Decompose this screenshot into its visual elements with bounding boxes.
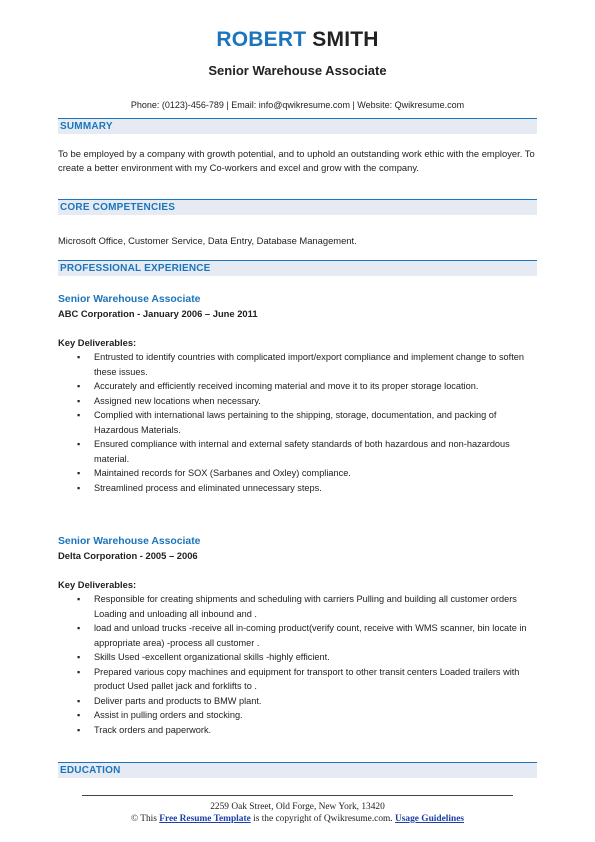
- job-role: Senior Warehouse Associate: [58, 536, 201, 547]
- job-bullets: [58, 592, 537, 737]
- section-experience-header: [58, 260, 537, 276]
- list-item: ▪ Assist in pulling orders and stocking.: [58, 708, 537, 723]
- bullet-icon: ▪: [77, 439, 81, 449]
- candidate-name: [0, 27, 595, 53]
- list-item: ▪ Entrusted to identify countries with complicated import/export compliance and implement change to soften these issues.: [77, 352, 524, 377]
- bullet-icon: ▪: [77, 652, 81, 662]
- free-resume-template-link[interactable]: Free Resume Template: [159, 814, 251, 824]
- competencies-text: Microsoft Office, Customer Service, Data Entry, Database Management.: [58, 235, 357, 246]
- copyright-middle: is the copyright of Qwikresume.com.: [253, 814, 393, 824]
- bullet-icon: ▪: [77, 395, 81, 406]
- bullet-icon: ▪: [77, 724, 81, 735]
- summary-text: To be employed by a company with growth potential, and to uphold an outstanding work ethic with the employer. To create a better environment with my Co-workers and excel and grow with the company.: [58, 148, 535, 173]
- footer-address: 2259 Oak Street, Old Forge, New York, 13420: [210, 802, 385, 812]
- job-bullets: [58, 350, 537, 495]
- section-summary-title: SUMMARY: [60, 121, 113, 132]
- list-item: ▪ Maintained records for SOX (Sarbanes and Oxley) compliance.: [58, 466, 537, 481]
- job-company: Delta Corporation - 2005 – 2006: [58, 550, 198, 561]
- section-experience-title: PROFESSIONAL EXPERIENCE: [60, 263, 211, 274]
- last-name: SMITH: [312, 28, 379, 51]
- copyright-prefix: © This: [130, 814, 157, 824]
- list-item: ▪ Complied with international laws pertaining to the shipping, storage, documentation, and packing of Hazardous Materials.: [77, 410, 497, 435]
- list-item: ▪ Track orders and paperwork.: [58, 723, 537, 738]
- list-item: ▪ Streamlined process and eliminated unnecessary steps.: [58, 481, 537, 496]
- job-role: Senior Warehouse Associate: [58, 294, 201, 305]
- section-competencies-title: CORE COMPETENCIES: [60, 202, 176, 213]
- list-item: ▪ Prepared various copy machines and equipment for transport to other transit centers Loaded trailers with product Used pallet jack and forklifts to .: [77, 666, 520, 691]
- bullet-icon: ▪: [77, 352, 81, 362]
- bullet-icon: ▪: [77, 594, 81, 604]
- list-item: ▪ Ensured compliance with internal and external safety standards of both hazardous and non-hazardous material.: [77, 439, 510, 464]
- bullet-icon: ▪: [77, 468, 81, 478]
- list-item: ▪ Skills Used -excellent organizational skills -highly efficient.: [58, 650, 537, 665]
- job-company: ABC Corporation - January 2006 – June 2011: [58, 308, 258, 319]
- section-summary-header: [58, 118, 537, 134]
- key-deliverables-label: Key Deliverables:: [58, 337, 137, 348]
- list-item: ▪ Deliver parts and products to BMW plant.: [58, 694, 537, 709]
- key-deliverables-label: Key Deliverables:: [58, 579, 137, 590]
- contact-line: Phone: (0123)-456-789 | Email: info@qwikresume.com | Website: Qwikresume.com: [130, 100, 465, 110]
- list-item: ▪ Responsible for creating shipments and scheduling with carriers Pulling and building all customer orders Loading and unloading all inbound and .: [77, 594, 517, 619]
- bullet-icon: ▪: [77, 482, 81, 493]
- section-education-header: [58, 762, 537, 778]
- bullet-icon: ▪: [77, 695, 81, 706]
- bullet-icon: ▪: [77, 381, 81, 391]
- bullet-icon: ▪: [77, 623, 81, 633]
- list-item: ▪ load and unload trucks -receive all in-coming product(verify count, receive with WMS scanner, bin locate in appropriate area) -process all customer .: [77, 623, 527, 648]
- bullet-icon: ▪: [77, 410, 81, 420]
- footer-copyright: [0, 813, 595, 825]
- usage-guidelines-link[interactable]: Usage Guidelines: [395, 814, 465, 824]
- list-item: ▪ Accurately and efficiently received incoming material and move it to its proper storage location.: [58, 379, 537, 394]
- footer-divider: [82, 795, 513, 796]
- section-competencies-header: [58, 199, 537, 215]
- bullet-icon: ▪: [77, 666, 81, 677]
- bullet-icon: ▪: [77, 710, 81, 720]
- candidate-title: Senior Warehouse Associate: [208, 63, 387, 78]
- section-education-title: EDUCATION: [60, 765, 121, 776]
- first-name: ROBERT: [216, 28, 307, 51]
- list-item: ▪ Assigned new locations when necessary.: [58, 394, 537, 409]
